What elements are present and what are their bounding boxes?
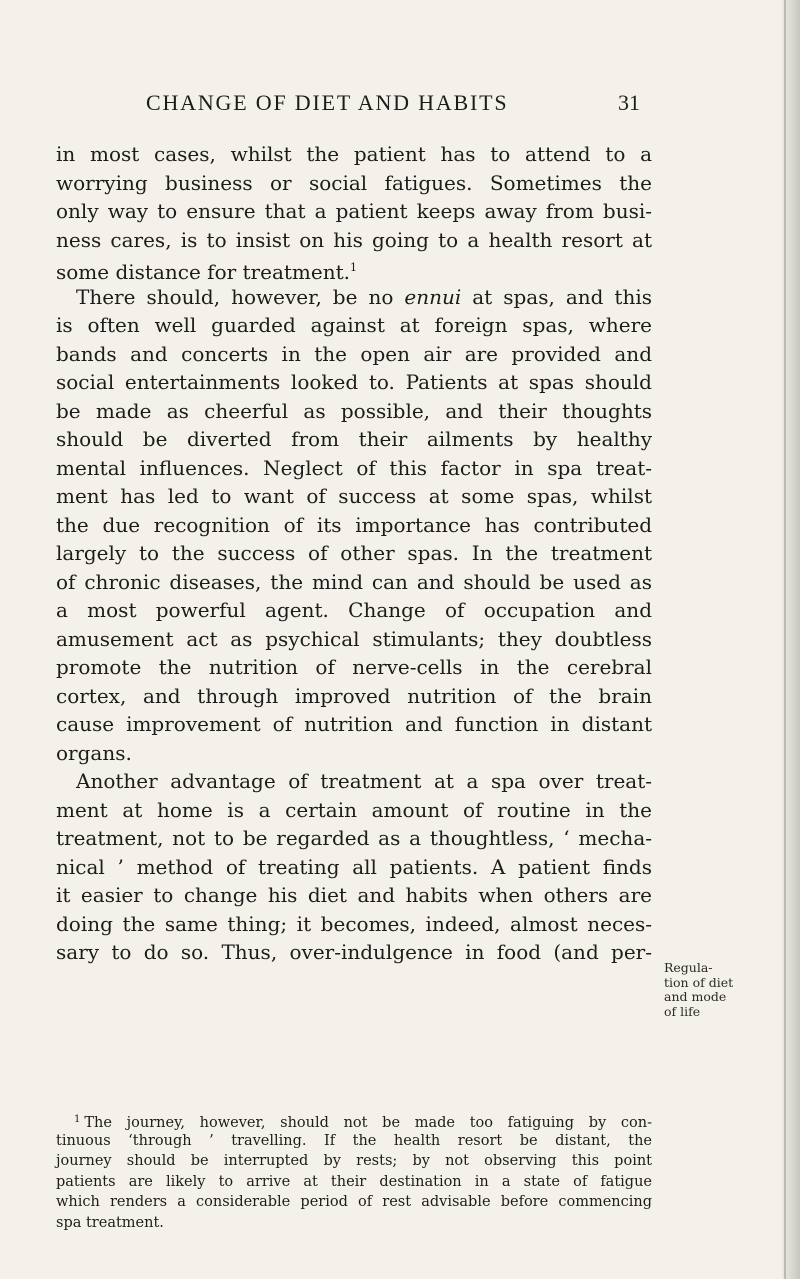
body-line: largely to the success of other spas. In the treatment [56,541,652,565]
footnote-line-text: The journey, however, should not be made too fatiguing by con- [84,1115,652,1131]
footnote-line: which renders a considerable period of rest advisable before commencing [56,1194,652,1210]
body-line: mental influences. Neglect of this factor in spa treat- [56,455,652,480]
body-line: amusement act as psychical stimulants; they doubtless [56,626,652,651]
body-line: sary to do so. Thus, over-indulgence in food (and per- [56,940,652,964]
body-line: should be diverted from their ailments by healthy [56,427,652,451]
footnote [56,1110,652,1233]
body-line: organs. [56,740,132,765]
body-line: only way to ensure that a patient keeps away from busi- [56,199,652,223]
body-line: it easier to change his diet and habits when others are [56,883,652,907]
body-line: of chronic diseases, the mind can and should be used as [56,569,652,594]
margin-note-line: Regula- [664,960,713,975]
footnote-line: patients are likely to arrive at their destination in a state of fatigue [56,1173,652,1190]
body-line-end: at spas, and this [461,284,653,309]
body-line: Another advantage of treatment at a spa over treat- [76,769,652,793]
italic-word-ennui: ennui [404,284,462,309]
body-line-text: some distance for treatment. [56,260,350,284]
body-line: in most cases, whilst the patient has to attend to a [56,142,652,166]
body-line: treatment, not to be regarded as a thoughtless, ‘ mecha- [56,826,652,850]
running-head [146,90,640,120]
body-line: is often well guarded against at foreign spas, where [56,313,652,337]
footnote-line [56,1110,652,1131]
body-line: cortex, and through improved nutrition of the brain [56,683,652,708]
body-line: ness cares, is to insist on his going to a health resort at [56,227,652,252]
body-line: the due recognition of its importance has contributed [56,512,652,537]
footnote-reference: 1 [350,261,357,274]
footnote-line: journey should be interrupted by rests; by not observing this point [56,1153,652,1169]
footnote-line: tinuous ‘through ’ travelling. If the health resort be distant, the [56,1132,652,1149]
margin-note [664,961,764,1019]
footnote-mark: 1 [74,1114,81,1125]
footnote-line: spa treatment. [56,1214,164,1231]
body-line: ment at home is a certain amount of routine in the [56,797,652,822]
body-line: social entertainments looked to. Patients at spas should [56,370,652,394]
body-line: ment has led to want of success at some spas, whilst [56,484,652,508]
body-line: worrying business or social fatigues. Sometimes the [56,170,652,195]
body-line: cause improvement of nutrition and function in distant [56,712,652,736]
body-line: a most powerful agent. Change of occupation and [56,598,652,622]
body-line: nical ’ method of treating all patients. A patient finds [56,854,652,879]
body-line: promote the nutrition of nerve-cells in the cerebral [56,655,652,679]
body-line-start: There should, however, be no [76,284,405,309]
margin-note-line: of life [664,1003,701,1019]
body-text [56,140,652,967]
margin-note-line: and mode [664,989,727,1004]
body-line [56,283,652,312]
running-title: CHANGE OF DIET AND HABITS [146,90,509,115]
body-line: be made as cheerful as possible, and their thoughts [56,398,652,423]
body-line: doing the same thing; it becomes, indeed, almost neces- [56,911,652,936]
page-edge-line [784,0,786,1279]
body-line: bands and concerts in the open air are provided and [56,341,652,366]
page-number: 31 [618,90,640,115]
margin-note-line: tion of diet [664,974,734,990]
body-line [56,254,652,283]
